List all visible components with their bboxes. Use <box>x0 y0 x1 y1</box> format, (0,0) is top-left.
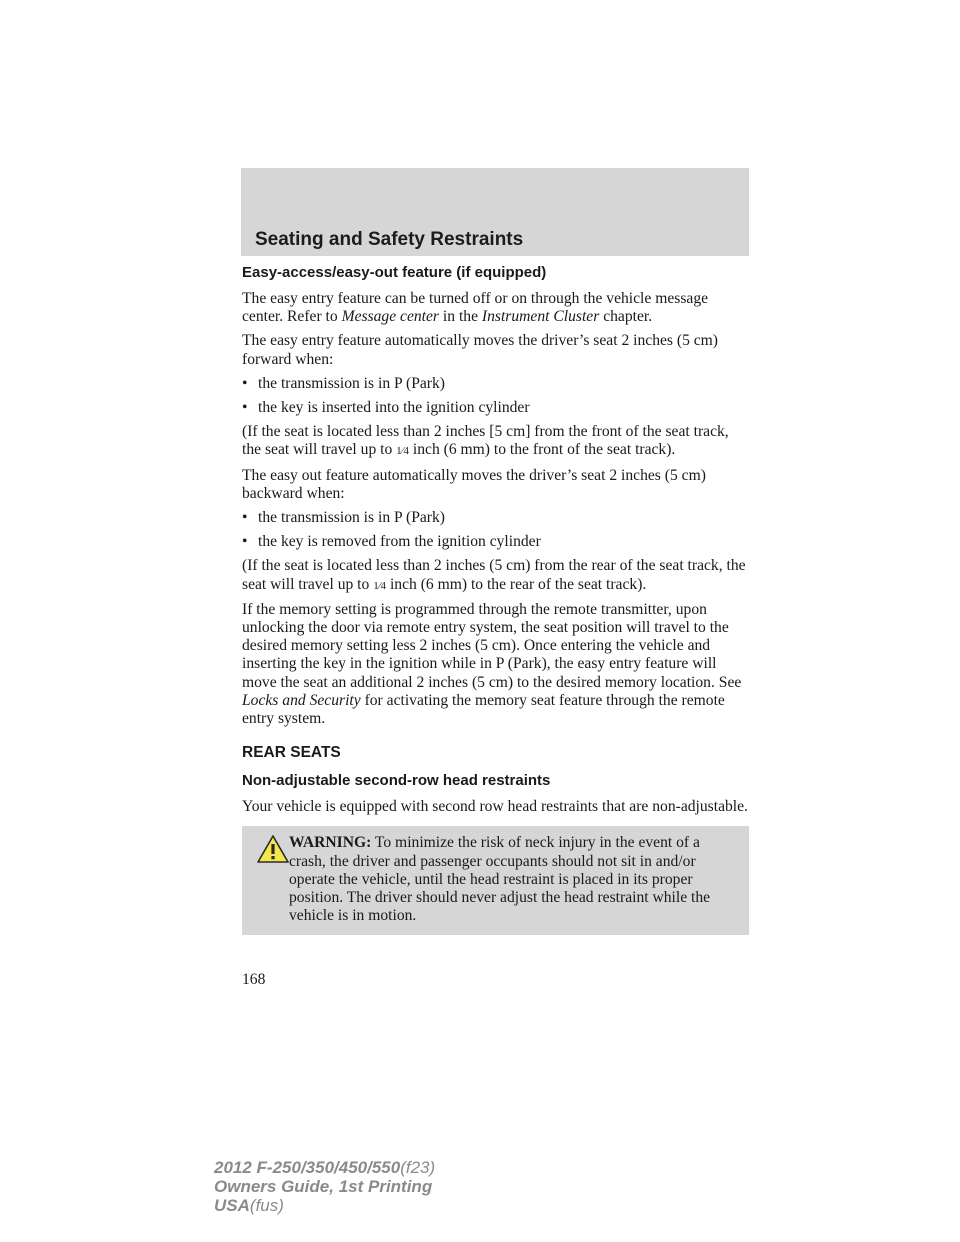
paragraph-memory-setting: If the memory setting is programmed through the remote transmitter, upon unlocking the door via remote entry system, the seat position will travel to the desired memory setting less 2 inches (5 cm). Once entering the vehicle and inserting the key in the ignition while in P (Park), the easy entry feature will move the seat an additional 2 inches (5 cm) to the desired memory location. See Locks and Security for activating the memory seat feature through the remote entry system. <box>242 600 742 728</box>
paragraph-message-center: The easy entry feature can be turned off or on through the vehicle message center. Refer to Message center in the Instrument Cluster chapter. <box>242 290 709 326</box>
locks-security-reference: Locks and Security <box>242 691 361 709</box>
page-number: 168 <box>242 971 266 988</box>
page-content <box>242 264 748 935</box>
instrument-cluster-reference: Instrument Cluster <box>481 308 600 326</box>
paragraph-front-travel: (If the seat is located less than 2 inches [5 cm] from the front of the seat track, the seat will travel up to 1⁄4 inch (6 mm) to the front of the seat track). <box>242 423 729 459</box>
paragraph-rear-travel: (If the seat is located less than 2 inches (5 cm) from the rear of the seat track, the seat will travel up to 1⁄4 inch (6 mm) to the rear of the seat track). <box>242 557 746 593</box>
paragraph-head-restraints: Your vehicle is equipped with second row head restraints that are non-adjustable. <box>242 798 748 816</box>
section-header <box>241 168 749 256</box>
message-center-reference: Message center <box>341 308 440 326</box>
head-restraints-heading: Non-adjustable second-row head restraints <box>242 772 551 790</box>
warning-text: WARNING: To minimize the risk of neck injury in the event of a crash, the driver and passenger occupants should not sit in and/or operate the vehicle, until the head restraint is placed in its proper position. The driver should never adjust the head restraint while the vehicle is in motion. <box>289 834 711 925</box>
list-item: • the transmission is in P (Park) <box>242 374 445 392</box>
section-title: Seating and Safety Restraints <box>255 229 524 250</box>
rear-seats-heading: REAR SEATS <box>242 744 341 762</box>
list-item: • the key is removed from the ignition cylinder <box>242 533 541 551</box>
warning-box <box>242 826 749 935</box>
easy-access-heading: Easy-access/easy-out feature (if equipped) <box>242 264 547 281</box>
list-item: • the key is inserted into the ignition cylinder <box>242 399 530 417</box>
warning-label: WARNING: <box>289 834 372 852</box>
document-footer: 2012 F-250/350/450/550(f23) Owners Guide, 1st Printing USA(fus) <box>214 1158 436 1215</box>
paragraph-easy-entry: The easy entry feature automatically moves the driver’s seat 2 inches (5 cm) forward when: <box>242 332 719 368</box>
paragraph-easy-out: The easy out feature automatically moves the driver’s seat 2 inches (5 cm) backward when: <box>242 466 706 502</box>
warning-triangle-icon <box>256 834 290 864</box>
list-item: • the transmission is in P (Park) <box>242 509 445 527</box>
